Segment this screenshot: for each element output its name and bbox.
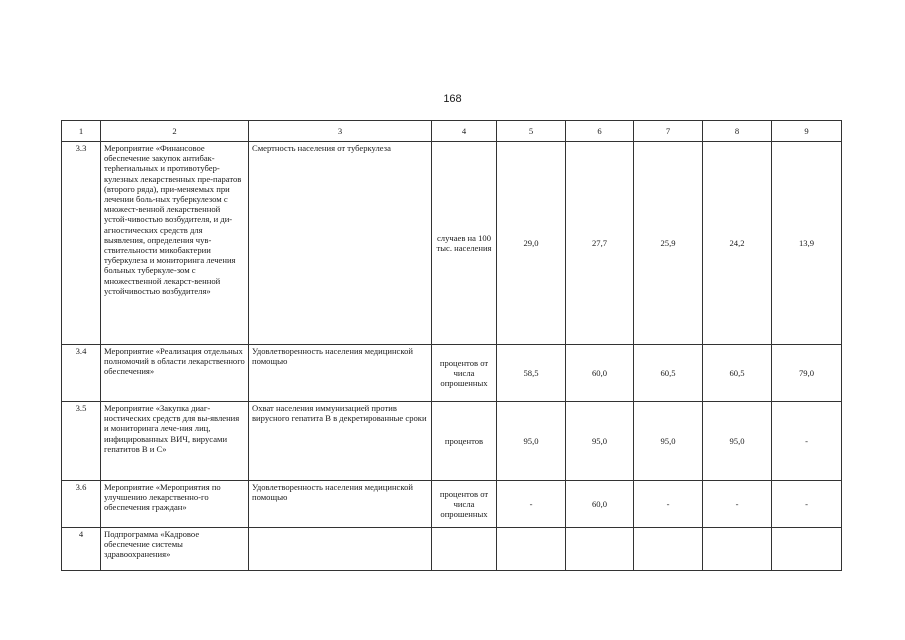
value-cell: 79,0 — [772, 345, 842, 402]
table-row — [62, 402, 842, 481]
value-cell: 95,0 — [497, 402, 566, 481]
row-number: 3.3 — [62, 142, 101, 345]
header-cell: 9 — [772, 121, 842, 142]
unit-cell: процентов от числа опрошенных — [432, 481, 497, 528]
row-number: 3.4 — [62, 345, 101, 402]
event-cell: Мероприятие «Финансовое обеспечение закупок антибак-терherиальных и противотубер-кулезных лекарственных пре-паратов (второго ряда), при-меняемых при лечении боль-ных туберкулезом с множест-венной лекарственной устой-чивостью возбудителя, и ди-агностических средств для выявления, определения чув-ствительности микобактерии туберкулеза и мониторинга лечения больных туберкуле-зом с множественной лекарст-венной устойчивостью возбудителя» — [101, 142, 249, 345]
table-row — [62, 345, 842, 402]
value-cell: 60,5 — [634, 345, 703, 402]
value-cell — [703, 528, 772, 571]
page-number: 168 — [443, 93, 462, 105]
table-header-row — [62, 121, 842, 142]
header-cell: 8 — [703, 121, 772, 142]
value-cell: 13,9 — [772, 142, 842, 345]
header-cell: 3 — [249, 121, 432, 142]
indicator-cell: Охват населения иммунизацией против вирусного гепатита В в декретированные сроки — [249, 402, 432, 481]
indicator-cell — [249, 528, 432, 571]
value-cell: 29,0 — [497, 142, 566, 345]
indicator-cell: Удовлетворенность населения медицинской помощью — [249, 481, 432, 528]
value-cell: 95,0 — [634, 402, 703, 481]
value-cell: 24,2 — [703, 142, 772, 345]
unit-cell: процентов — [432, 402, 497, 481]
value-cell: - — [703, 481, 772, 528]
value-cell: 95,0 — [566, 402, 634, 481]
indicator-cell: Смертность населения от туберкулеза — [249, 142, 432, 345]
indicator-cell: Удовлетворенность населения медицинской помощью — [249, 345, 432, 402]
table-row — [62, 528, 842, 571]
header-cell: 1 — [62, 121, 101, 142]
unit-cell — [432, 528, 497, 571]
value-cell: - — [497, 481, 566, 528]
header-cell: 7 — [634, 121, 703, 142]
value-cell: 60,0 — [566, 345, 634, 402]
value-cell: - — [772, 481, 842, 528]
header-cell: 2 — [101, 121, 249, 142]
row-number: 3.5 — [62, 402, 101, 481]
value-cell: - — [772, 402, 842, 481]
unit-cell: процентов от числа опрошенных — [432, 345, 497, 402]
value-cell: 60,5 — [703, 345, 772, 402]
value-cell: 95,0 — [703, 402, 772, 481]
table-row — [62, 481, 842, 528]
value-cell: 27,7 — [566, 142, 634, 345]
event-cell: Мероприятие «Закупка диаг-ностических средств для вы-явления и мониторинга лече-ния лиц, инфицированных ВИЧ, вирусами гепатитов В и С» — [101, 402, 249, 481]
table-row — [62, 142, 842, 345]
value-cell — [634, 528, 703, 571]
event-cell: Мероприятие «Мероприятия по улучшению лекарственно-го обеспечения граждан» — [101, 481, 249, 528]
header-cell: 6 — [566, 121, 634, 142]
event-cell: Подпрограмма «Кадровое обеспечение системы здравоохранения» — [101, 528, 249, 571]
value-cell: - — [634, 481, 703, 528]
event-cell: Мероприятие «Реализация отдельных полномочий в области лекарственного обеспечения» — [101, 345, 249, 402]
value-cell — [772, 528, 842, 571]
value-cell — [566, 528, 634, 571]
header-cell: 4 — [432, 121, 497, 142]
value-cell: 58,5 — [497, 345, 566, 402]
unit-cell: случаев на 100 тыс. населения — [432, 142, 497, 345]
row-number: 4 — [62, 528, 101, 571]
header-cell: 5 — [497, 121, 566, 142]
value-cell — [497, 528, 566, 571]
value-cell: 25,9 — [634, 142, 703, 345]
row-number: 3.6 — [62, 481, 101, 528]
data-table — [61, 120, 842, 571]
value-cell: 60,0 — [566, 481, 634, 528]
